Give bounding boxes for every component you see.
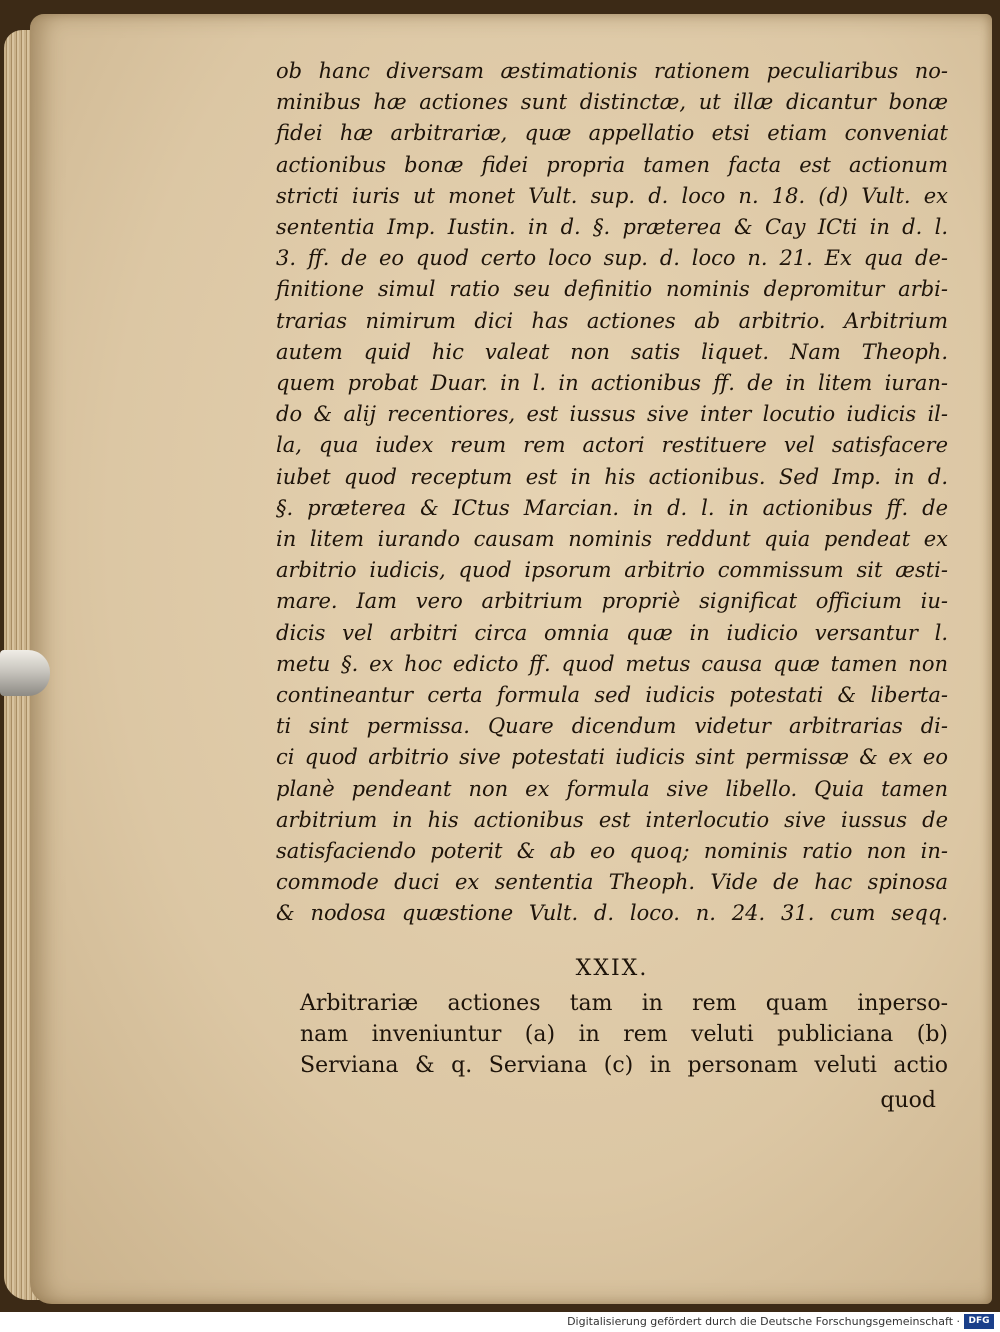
text-line: arbitrio iudicis, quod ipsorum arbitrio commissum sit æsti- xyxy=(276,558,948,583)
catchword: quod xyxy=(880,1088,936,1113)
text-line: trarias nimirum dici has actiones ab arbitrio. Arbitrium xyxy=(276,308,948,333)
page-clip xyxy=(0,650,50,696)
text-line: autem quid hic valeat non satis liquet. Nam Theoph. xyxy=(276,339,948,364)
text-line: actionibus bonæ fidei propria tamen facta est actionum xyxy=(276,152,948,177)
text-line: dicis vel arbitri circa omnia quæ in iudicio versantur l. xyxy=(276,620,948,645)
text-line: do & alij recentiores, est iussus sive inter locutio iudicis il- xyxy=(276,402,948,427)
text-line: Serviana & q. Serviana (c) in personam veluti actio xyxy=(300,1053,948,1078)
text-line: arbitrium in his actionibus est interlocutio sive iussus de xyxy=(276,807,948,832)
text-line: nam inveniuntur (a) in rem veluti publiciana (b) xyxy=(300,1022,948,1047)
text-line: quem probat Duar. in l. in actionibus ff. de in litem iuran- xyxy=(276,371,948,396)
footer-credit: Digitalisierung gefördert durch die Deutsche Forschungsgemeinschaft · xyxy=(567,1315,960,1328)
text-line: ob hanc diversam æstimationis rationem peculiaribus no- xyxy=(276,59,948,83)
text-line: fidei hæ arbitrariæ, quæ appellatio etsi etiam conveniat xyxy=(276,121,948,146)
text-line: & nodosa quæstione Vult. d. loco. n. 24. 31. cum seqq. xyxy=(276,901,948,926)
text-line: planè pendeant non ex formula sive libello. Quia tamen xyxy=(276,776,948,801)
text-line: la, qua iudex reum rem actori restituere vel satisfacere xyxy=(276,433,948,458)
section-number: XXIX. xyxy=(575,956,649,981)
section-text xyxy=(300,988,948,1081)
text-line: finitione simul ratio seu definitio nominis depromitur arbi- xyxy=(276,277,948,302)
text-line: satisfaciendo poterit & ab eo quoq; nominis ratio non in- xyxy=(276,839,948,864)
main-text xyxy=(276,56,948,930)
dfg-logo-icon: DFG xyxy=(964,1314,994,1329)
text-line: Arbitrariæ actiones tam in rem quam inperso- xyxy=(300,991,948,1016)
text-line: commode duci ex sententia Theoph. Vide de hac spinosa xyxy=(276,870,948,895)
text-line: §. præterea & ICtus Marcian. in d. l. in actionibus ff. de xyxy=(276,495,948,520)
footer-bar xyxy=(0,1312,1000,1332)
text-line: in litem iurando causam nominis reddunt quia pendeat ex xyxy=(276,527,948,552)
text-line: 3. ff. de eo quod certo loco sup. d. loco n. 21. Ex qua de- xyxy=(276,246,948,271)
text-line: mare. Iam vero arbitrium propriè significat officium iu- xyxy=(276,589,948,614)
text-line: ci quod arbitrio sive potestati iudicis sint permissæ & ex eo xyxy=(276,745,948,770)
text-line: iubet quod receptum est in his actionibus. Sed Imp. in d. xyxy=(276,464,948,489)
text-line: contineantur certa formula sed iudicis potestati & liberta- xyxy=(276,683,948,708)
text-line: stricti iuris ut monet Vult. sup. d. loco n. 18. (d) Vult. ex xyxy=(276,183,948,208)
text-line: minibus hæ actiones sunt distinctæ, ut illæ dicantur bonæ xyxy=(276,90,948,115)
text-line: ti sint permissa. Quare dicendum videtur arbitrarias di- xyxy=(276,714,948,739)
text-line: sententia Imp. Iustin. in d. §. præterea & Cay ICti in d. l. xyxy=(276,215,948,240)
text-line: metu §. ex hoc edicto ff. quod metus causa quæ tamen non xyxy=(276,651,948,676)
